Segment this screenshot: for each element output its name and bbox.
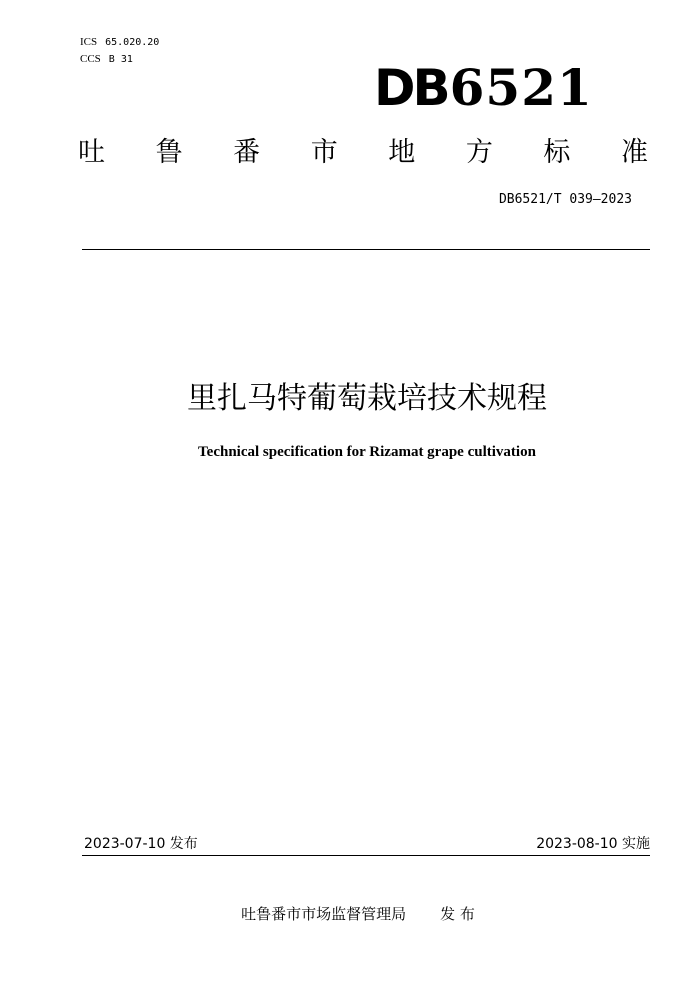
standard-title-char: 准 xyxy=(620,137,648,168)
db-logo-prefix: DB xyxy=(374,59,448,117)
top-divider xyxy=(82,249,650,250)
implementation-date: 2023-08-10 实施 xyxy=(536,836,650,852)
ccs-label: CCS xyxy=(80,53,101,65)
ics-value: 65.020.20 xyxy=(105,37,160,48)
db-logo-code: 6521 xyxy=(449,58,593,117)
standard-title-char: 鲁 xyxy=(155,137,183,168)
standard-title-char: 市 xyxy=(310,137,338,168)
ics-code xyxy=(80,34,159,51)
standard-title-char: 番 xyxy=(233,137,261,168)
issuing-authority xyxy=(0,903,700,925)
standard-number: DB6521/T 039—2023 xyxy=(498,192,632,207)
standard-title-char: 标 xyxy=(543,137,571,168)
standard-title-char: 方 xyxy=(465,137,493,168)
ccs-code xyxy=(80,51,159,68)
bottom-divider xyxy=(82,855,650,856)
issuer-name: 吐鲁番市市场监督管理局 xyxy=(241,905,407,923)
ics-label: ICS xyxy=(80,36,98,48)
document-title-english: Technical specification for Rizamat grape cultivation xyxy=(198,444,536,460)
standard-title-char: 吐 xyxy=(78,137,105,168)
classification-codes xyxy=(80,34,159,68)
issue-date: 2023-07-10 发布 xyxy=(84,836,198,852)
document-title-chinese: 里扎马特葡萄栽培技术规程 xyxy=(187,381,547,416)
db-logo xyxy=(374,58,593,118)
issue-word: 发 布 xyxy=(440,905,475,923)
ccs-value: B 31 xyxy=(108,54,133,65)
standard-title xyxy=(78,133,648,173)
standard-title-char: 地 xyxy=(388,137,416,168)
